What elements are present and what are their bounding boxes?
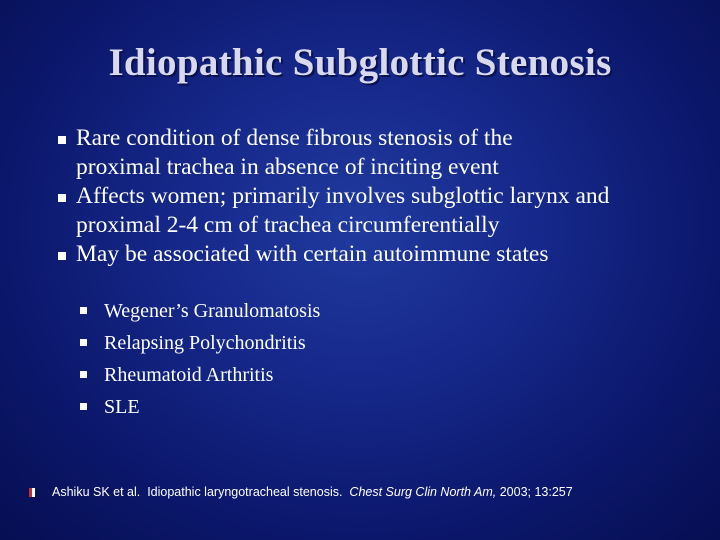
square-bullet-icon [80, 307, 87, 314]
square-bullet-icon [80, 403, 87, 410]
sub-bullet-text: Relapsing Polychondritis [104, 332, 306, 354]
sub-bullet-text: Wegener’s Granulomatosis [104, 300, 321, 322]
sub-bullet-item [80, 327, 680, 359]
square-bullet-icon [80, 339, 87, 346]
slide-title: Idiopathic Subglottic Stenosis [108, 41, 612, 84]
sub-bullet-item [80, 295, 680, 327]
bullet-item [60, 182, 666, 240]
sub-bullet-text: Rheumatoid Arthritis [104, 364, 274, 386]
citation-marker-icon [29, 488, 35, 497]
square-bullet-icon [58, 194, 66, 202]
main-bullet-list [60, 124, 700, 269]
bullet-text: Rare condition of dense fibrous stenosis of the proximal trachea in absence of inciting event [76, 125, 513, 180]
citation [52, 485, 573, 499]
citation-authors: Ashiku SK et al. [52, 485, 141, 499]
citation-details: 2003; 13:257 [499, 485, 573, 499]
bullet-item [60, 240, 676, 269]
citation-journal: Chest Surg Clin North Am, [349, 485, 497, 499]
bullet-item [60, 124, 596, 182]
sub-bullet-item [80, 359, 680, 391]
bullet-text: Affects women; primarily involves subglottic larynx and proximal 2-4 cm of trachea circumferentially [76, 183, 610, 238]
sub-bullet-item [80, 391, 680, 423]
square-bullet-icon [58, 136, 66, 144]
sub-bullet-text: SLE [104, 396, 140, 418]
citation-article: Idiopathic laryngotracheal stenosis. [147, 485, 343, 499]
square-bullet-icon [80, 371, 87, 378]
square-bullet-icon [58, 252, 66, 260]
sub-bullet-list [80, 295, 680, 423]
bullet-text: May be associated with certain autoimmune states [76, 241, 549, 267]
